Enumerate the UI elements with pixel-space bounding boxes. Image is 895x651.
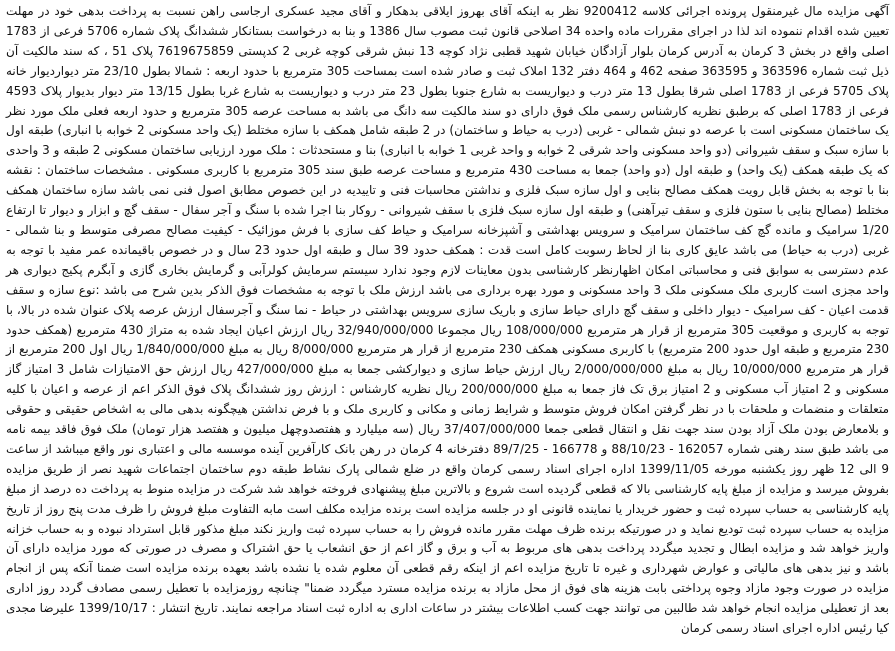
notice-body-text: آگهی مزایده مال غیرمنقول پرونده اجرائی کلاسه 9200412 نظر به اینکه آقای بهروز ایلاقی بدهکار و آقای مجید عسکری ارجاسی راهن نسبت به پرداخت بدهی خود در مهلت تعیین شده اقدام ننموده اند لذا در اجرای مقررات ماده واحده 34 اصلاحی قانون ثبت مصوب سال 1386 و بنا به درخواست بستانکار ششدانگ پلاک شماره 5706 فرعی از 1783 اصلی واقع در بخش 3 کرمان به آدرس کرمان بلوار آزادگان خیابان شهید قطبی نژاد کوچه 13 نبش شرقی کوچه غربی 2 کدپستی 7619675859 پلاک 51 ، که سند مالکیت آن ذیل ثبت شماره 363596 و 363595 صفحه 462 و 464 دفتر 132 املاک ثبت و صادر شده است بمساحت 305 مترمربع با حدود اربعه : شمالا بطول 23/10 متر دیواردیوار خانه پلاک 5705 فرعی از 1783 اصلی شرقا بطول 13 متر درب و دیواریست به شارع جنوبا بطول 23 متر درب و دیواریست به شارع غربا بطول 13/15 متر دیوار بدیوار پلاک 4593 فرعی از 1783 اصلی که برطبق نظریه کارشناس رسمی ملک فوق دارای دو سند مالکیت سه دانگ می باشد به مساحت عرصه 305 مترمربع و حدود اربعه فعلی ملک مورد نظر یک ساختمان مسکونی است با عرصه دو نبش شمالی - غربی (درب به حیاط و ساختمان) در 2 طبقه شامل همکف با سازه مختلط (یک واحد مسکونی 2 خوابه با انباری) طبقه اول با سازه سبک و سقف شیروانی (دو واحد مسکونی واحد شرقی 2 خوابه و واحد غربی 1 خوابه با انباری) بنا و مستحدثات : ملک مورد ارزیابی ساختمان مسکونی 2 طبقه و 3 واحدی که یک طبقه همکف (یک واحد) و طبقه اول (دو واحد) جمعا به مساحت 430 مترمربع و مساحت عرصه طبق سند 305 مترمربع با کاربری مسکونی . مشخصات ساختمان : نقشه بنا با توجه به بخش قابل رویت همکف مصالح بنایی و اول سازه سبک فلزی و نداشتن محاسبات فنی و تاییدیه در این خصوص مطابق اصول فنی نمی باشد سازه ساختمان همکف مختلط (مصالح بنایی با ستون فلزی و سقف تیرآهنی) و طبقه اول سازه سبک فلزی با سقف شیروانی - روکار بنا اجرا شده با سنگ و آجر سفال - سقف گچ و ابزار و دیوار تا ارتفاع 1/20 سرامیک و مانده گچ کف ساختمان سرامیک و سرویس بهداشتی و آشپزخانه سرامیک و حیاط کف سازی با فرش موزائیک - کیفیت مصالح مصرفی متوسط و بنا شمالی - غربی (درب به حیاط) می باشد عایق کاری بنا از لحاظ رسوبت کامل است قدت : همکف حدود 39 سال و طبقه اول حدود 23 سال و در خصوص باقیمانده عمر مفید با توجه به عدم دسترسی به سوابق فنی و محاسباتی امکان اظهارنظر کارشناسی بدون معاینات لازم وجود ندارد سیستم سرمایش کولرآبی و گرمایش بخاری گازی و آبگرم پکیج دیواری هر واحد مجزی است کاربری ملک مسکونی ملک 3 واحد مسکونی و مورد بهره برداری می باشد ارزش ملک با توجه به مشخصات فوق الذکر بدین شرح می باشد :نوع سازه و سقف قدمت اعیان - کف سرامیک - دیوار داخلی و سقف گچ دارای حیاط سازی و باریک سازی سرویس بهداشتی در حیاط - نما سنگ و آجرسفال ارزش عرصه پلاک عنوان شده در بالا، با توجه به کاربری و موقعیت 305 مترمربع از قرار هر مترمربع 108/000/000 ریال مجموعا 32/940/000/000 ریال ارزش اعیان ایجاد شده به متراژ 430 مترمربع (همکف حدود 230 مترمربع و طبقه اول حدود 200 مترمربع) با کاربری مسکونی همکف 230 مترمربع از قرار هر مترمربع 8/000/000 ریال به مبلغ 1/840/000/000 ریال اول 200 مترمربع از قرار هر مترمربع 10/000/000 ریال به مبلغ 2/000/000/000 ریال ارزش حیاط سازی و دیوارکشی جمعا به مبلغ 427/000/000 ریال ارزش حق الامتیازات شامل 3 امتیاز گاز مسکونی و 2 امتیاز آب مسکونی و 2 امتیاز برق تک فاز جمعا به مبلغ 200/000/000 ریال نظریه کارشناس : ارزش روز ششدانگ پلاک فوق الذکر اعم از عرصه و اعیان با کلیه متعلقات و منضمات و ملحقات با در نظر گرفتن امکان فروش متوسط و شرایط زمانی و مکانی و کاربری ملک و با فرض نداشتن هیچگونه بدهی مالی به اشخاص حقیقی و حقوقی و بلامعارض بودن ملک آزاد بودن سند جهت نقل و انتقال قطعی جمعا 37/407/000/000 ریال (سه میلیارد و هفتصدوچهل میلیون و هفتصد هزار تومان) ملک فوق فاقد بیمه نامه می باشد طبق سند رهنی شماره 162057 - 88/10/23 و 166778 - 89/7/25 دفترخانه 4 کرمان در رهن بانک کارآفرین آینده موسسه مالی و اعتباری نور واقع میباشد از ساعت 9 الی 12 ظهر روز یکشنبه مورخه 1399/11/05 اداره اجرای اسناد رسمی کرمان واقع در ضلع شمالی پارک نشاط طبقه دوم ساختمان اجتماعات شهید نصر از طریق مزایده بفروش میرسد و مزایده از مبلغ پایه کارشناسی بالا که قطعی گردیده است شروع و بالاترین مبلغ پیشنهادی فروخته خواهد شد شرکت در مزایده منوط به پرداخت ده درصد از مبلغ پایه کارشناسی به حساب سپرده ثبت و حضور خریدار یا نماینده قانونی او در جلسه مزایده است برنده مزایده مکلف است مابه التفاوت مبلغ فروش را ظرف مدت پنج روز از تاریخ مزایده به حساب سپرده ثبت تودیع نماید و در صورتیکه برنده ظرف مهلت مقرر مانده فروش را به حساب سپرده ثبت واریز نکند مبلغ مذکور قابل استرداد نبوده و به حساب خزانه واریز خواهد شد و مزایده ابطال و تجدید میگردد پرداخت بدهی های مربوط به آب و برق و گاز اعم از حق انشعاب یا حق اشتراک و مصرف در صورتی که مورد مزایده دارای آن باشد و نیز بدهی های مالیاتی و عوارض شهرداری و غیره تا تاریخ مزایده اعم از اینکه رقم قطعی آن معلوم شده یا نشده باشد بعهده برنده مزایده است ضمنا آنکه پس از انجام مزایده در صورت وجود مازاد وجوه پرداختی بابت هزینه های فوق از محل مازاد به برنده مزایده مسترد میگردد ضمنا" چنانچه روزمزایده با تعطیل رسمی مصادف گردد روز اداری بعد از تعطیلی مزایده انجام خواهد شد طالبین می توانند جهت کسب اطلاعات بیشتر در ساعات اداری به اداره ثبت اسناد مراجعه نمایند. تاریخ انتشار : 1399/10/17 علیرضا مجدی کیا رئیس اداره اجرای اسناد رسمی کرمان — [6, 4, 890, 636]
